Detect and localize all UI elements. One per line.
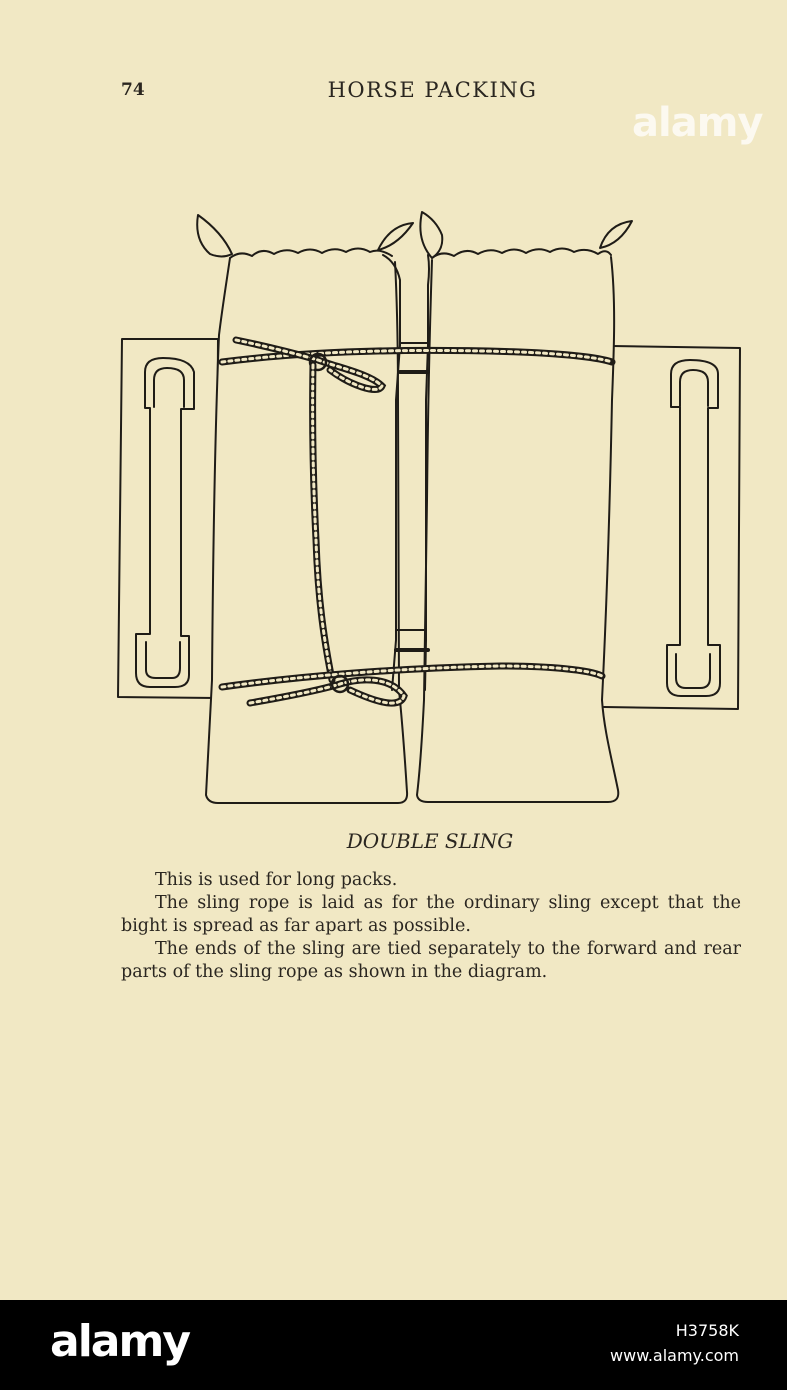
figure-caption: DOUBLE SLING xyxy=(346,829,514,853)
paragraph-1: This is used for long packs. xyxy=(155,870,398,890)
left-bag-ear-right xyxy=(378,223,413,250)
page-number: 74 xyxy=(121,80,145,100)
watermark-logo-top: alamy xyxy=(632,100,763,146)
right-saddle-handle xyxy=(667,360,720,696)
left-saddle-panel xyxy=(118,339,218,698)
paragraph-2: The sling rope is laid as for the ordinary sling except that the bight is spread as far apart as possible. xyxy=(121,893,741,936)
right-bag-ear xyxy=(600,221,632,248)
paragraph-3: The ends of the sling are tied separately to the forward and rear parts of the sling rope as shown in the diagram. xyxy=(121,939,741,982)
right-bag-ear-left xyxy=(420,212,442,258)
watermark-url: www.alamy.com xyxy=(610,1346,739,1365)
right-pack-bag xyxy=(417,257,618,802)
running-title: HORSE PACKING xyxy=(327,78,538,102)
left-saddle-handle xyxy=(136,358,194,687)
pack-diagram-svg xyxy=(110,205,750,815)
double-sling-illustration xyxy=(110,205,750,815)
left-bag-ear xyxy=(197,215,232,257)
image-id: H3758K xyxy=(675,1321,739,1340)
body-text xyxy=(121,869,741,984)
watermark-logo-bottom: alamy xyxy=(50,1316,189,1367)
